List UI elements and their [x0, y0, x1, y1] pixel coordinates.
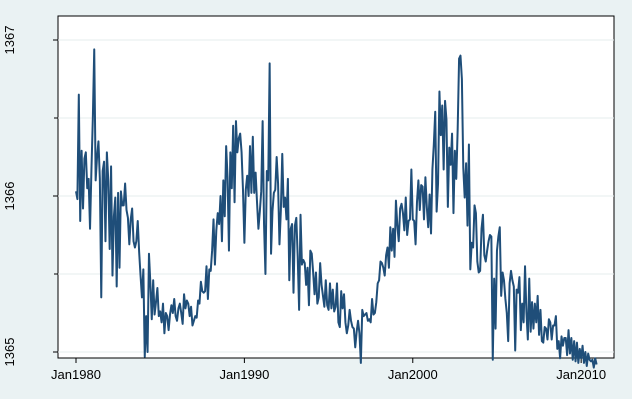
y-tick-label: 1367 — [2, 25, 17, 55]
x-tick-label: Jan2000 — [387, 367, 438, 382]
x-tick-label: Jan1980 — [51, 367, 101, 382]
y-tick-label: 1365 — [2, 337, 17, 367]
x-tick-label: Jan1990 — [219, 367, 270, 382]
y-tick-label: 1366 — [2, 181, 17, 211]
x-tick-label: Jan2010 — [556, 367, 607, 382]
